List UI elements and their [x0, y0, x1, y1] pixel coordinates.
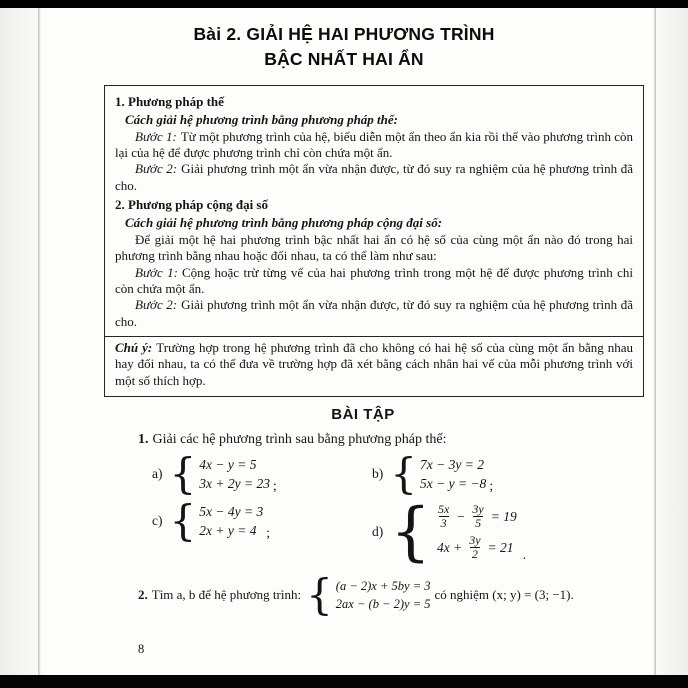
system-c-cell	[152, 496, 372, 546]
step-1-text: Cộng hoặc trừ từng vế của hai phương trình trong một hệ để được phương trình chỉ còn chứa một ẩn.	[115, 264, 633, 296]
problem-1	[138, 432, 688, 448]
operator: −	[456, 509, 466, 525]
system-p2-equations	[336, 578, 431, 612]
fraction-denominator: 5	[475, 516, 482, 531]
system-c-suffix: ;	[266, 525, 270, 541]
problem-2-number: 2.	[138, 587, 148, 603]
top-black-bar	[0, 0, 688, 8]
systems-row-2	[152, 495, 688, 570]
systems-row-1	[152, 449, 688, 499]
system-c	[152, 496, 270, 546]
step-2-label: Bước 2:	[135, 297, 178, 313]
left-brace: {	[306, 570, 333, 620]
system-a-cell	[152, 449, 372, 499]
method-2-subheading: Cách giải hệ phương trình bằng phương pháp cộng đại số:	[125, 215, 443, 231]
step-1-text: Từ một phương trình của hệ, biểu diễn một ẩn theo ẩn kia rồi thế vào phương trình còn lại của hệ để được phương trình chỉ còn chứa một ẩn.	[115, 128, 633, 160]
fraction-numerator: 5x	[437, 502, 450, 517]
method-1-subheading: Cách giải hệ phương trình bằng phương pháp thế:	[125, 112, 398, 128]
system-c-label: c)	[152, 513, 163, 529]
equation-with-fractions	[434, 533, 520, 562]
system-d-label: d)	[372, 524, 384, 540]
exercises-heading: BÀI TẬP	[331, 406, 395, 424]
system-p2	[306, 570, 431, 620]
lesson-title	[0, 22, 688, 73]
lesson-title-line1: Bài 2. GIẢI HỆ HAI PHƯƠNG TRÌNH	[193, 24, 495, 44]
note-paragraph	[105, 336, 643, 389]
problem-1-text: Giải các hệ phương trình sau bằng phương pháp thế:	[152, 432, 447, 448]
system-c-equations	[199, 503, 263, 539]
system-d	[372, 495, 527, 570]
left-brace: {	[169, 449, 197, 499]
step-2-text: Giải phương trình một ẩn vừa nhận được, từ đó suy ra nghiệm của hệ phương trình đã cho.	[115, 297, 633, 329]
equation: 5x − 4y = 3	[199, 504, 264, 520]
step-2-label: Bước 2:	[135, 161, 178, 177]
method-1-step-2	[115, 161, 633, 194]
system-b-label: b)	[372, 466, 384, 482]
system-d-suffix: .	[522, 547, 527, 563]
system-a	[152, 449, 277, 499]
equation-with-fractions	[434, 502, 520, 531]
lesson-title-line2: BẬC NHẤT HAI ẨN	[264, 49, 424, 70]
bottom-black-bar	[0, 675, 688, 688]
method-2-step-2	[115, 297, 633, 330]
fraction-numerator: 3y	[469, 532, 481, 547]
step-1-label: Bước 1:	[135, 264, 178, 280]
system-a-suffix: ;	[272, 478, 277, 494]
system-d-cell	[372, 495, 527, 570]
method-1-heading: 1. Phương pháp thế	[115, 93, 224, 109]
note-text: Trường hợp trong hệ phương trình đã cho không có hai hệ số của cùng một ẩn bằng nhau hay đối nhau, ta có thể đưa về trường hợp đã xét bằng cách nhân hai vế của mỗi phương trình với một số thích hợp.	[115, 340, 633, 388]
problem-2	[138, 570, 688, 620]
system-a-label: a)	[152, 466, 163, 482]
problem-2-text: Tìm a, b để hệ phương trình:	[151, 587, 302, 603]
fraction-denominator: 3	[440, 516, 447, 531]
equation: 5x − y = −8	[419, 475, 487, 491]
system-b-cell	[372, 449, 494, 499]
page-number: 8	[138, 642, 145, 656]
problem-2-lead	[138, 587, 301, 603]
fraction	[470, 503, 485, 530]
equation-lhs: 4x +	[436, 539, 463, 555]
fraction-denominator: 2	[471, 546, 478, 561]
fraction-numerator: 3y	[472, 502, 484, 517]
equation-rhs: = 19	[490, 509, 517, 525]
equation: 3x + 2y = 23	[199, 475, 270, 491]
page-sheet	[0, 8, 688, 675]
equation: 7x − 3y = 2	[419, 457, 484, 473]
left-brace: {	[390, 495, 431, 570]
method-2-heading: 2. Phương pháp cộng đại số	[115, 197, 268, 212]
equation: 2x + y = 4	[199, 522, 257, 538]
method-1-step-1	[115, 129, 633, 162]
left-brace: {	[390, 449, 417, 499]
fraction	[467, 534, 482, 561]
system-d-equations	[434, 502, 520, 562]
step-2-text: Giải phương trình một ẩn vừa nhận được, từ đó suy ra nghiệm của hệ phương trình đã cho.	[115, 161, 633, 193]
system-b-equations	[420, 456, 486, 492]
equation: 2ax − (b − 2)y = 5	[335, 596, 431, 611]
system-a-equations	[199, 456, 270, 492]
method-2-intro: Để giải một hệ hai phương trình bậc nhất hai ẩn có hệ số của cùng một ẩn nào đó trong hai phương trình bằng nhau hoặc đối nhau, ta có thể làm như sau:	[115, 231, 633, 264]
method-2-step-1	[115, 265, 633, 298]
fraction	[436, 503, 451, 530]
equation: 4x − y = 5	[199, 457, 257, 473]
step-1-label: Bước 1:	[135, 128, 177, 144]
equation: (a − 2)x + 5by = 3	[335, 579, 431, 594]
equation-rhs: = 21	[487, 539, 514, 555]
problem-2-condition: có nghiệm (x; y) = (3; −1).	[434, 587, 574, 603]
left-brace: {	[169, 496, 197, 546]
theory-box	[104, 85, 644, 397]
system-b	[372, 449, 494, 499]
problem-1-number: 1.	[138, 432, 149, 448]
note-label: Chú ý:	[115, 340, 153, 355]
system-b-suffix: ;	[489, 478, 494, 494]
